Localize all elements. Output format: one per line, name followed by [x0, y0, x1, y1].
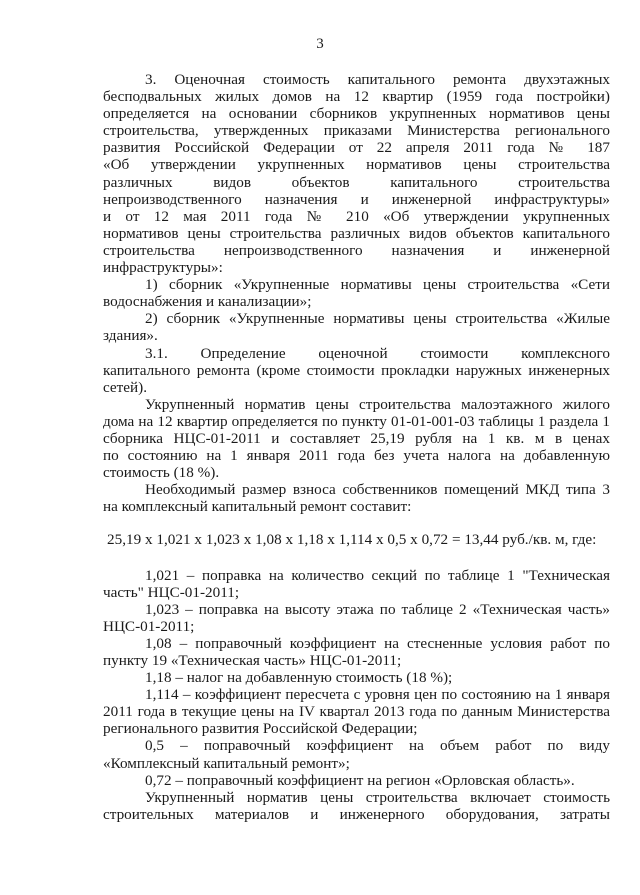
text-line: 1,114 – коэффициент пересчета с уровня цен по состоянию на 1 января [145, 686, 610, 704]
explanation-item [103, 686, 610, 737]
text-line: определяется на основании сборников укрупненных нормативов цены [103, 105, 610, 123]
text-line: «Комплексный капитальный ремонт»; [103, 754, 350, 772]
text-line: пункту 19 «Техническая часть» НЦС-01-2011; [103, 652, 402, 669]
explanation-item [103, 635, 610, 669]
text-line: сетей). [103, 378, 148, 396]
text-line: 3. Оценочная стоимость капитального ремонта двухэтажных [145, 71, 610, 88]
paragraph-contribution [103, 481, 610, 515]
text-line: 3.1. Определение оценочной стоимости комплексного [145, 344, 610, 362]
spacer [103, 549, 610, 567]
explanation-item [103, 601, 610, 635]
text-line: нормативов цены строительства различных видов объектов капитального [103, 224, 610, 242]
explanation-item [103, 669, 610, 686]
text-line: непроизводственного назначения и инженерной инфраструктуры» [103, 190, 610, 208]
text-line: Необходимый размер взноса собственников помещений МКД типа 3 [145, 481, 610, 499]
text-line: инфраструктуры»: [103, 259, 223, 277]
text-line: 0,72 – поправочный коэффициент на регион «Орловская область». [145, 771, 575, 789]
explanation-item [103, 567, 610, 601]
text-line: и от 12 мая 2011 года № 210 «Об утверждении укрупненных [103, 207, 610, 225]
text-line: сборника НЦС-01-2011 и составляет 25,19 рубля на 1 кв. м в ценах [103, 429, 610, 447]
explanation-item [103, 737, 610, 771]
text-line: 2011 года в текущие цены на IV квартал 2013 года по данным Министерства [103, 703, 610, 721]
paragraph-item-3 [103, 71, 610, 276]
paragraph-item-3-1 [103, 345, 610, 396]
text-line: стоимость (18 %). [103, 464, 220, 482]
spacer [103, 515, 610, 531]
explanation-item [103, 772, 610, 789]
document-body [103, 71, 610, 823]
text-line: 2) сборник «Укрупненные нормативы цены строительства «Жилые [145, 310, 610, 328]
text-line: капитального ремонта (кроме стоимости прокладки наружных инженерных [103, 361, 610, 379]
text-line: водоснабжения и канализации»; [103, 293, 312, 311]
text-line: строительства непроизводственного назначения и инженерной [103, 241, 610, 259]
paragraph-norm [103, 396, 610, 481]
text-line: строительных материалов и инженерного оборудования, затраты [103, 805, 610, 823]
text-line: Укрупненный норматив цены строительства малоэтажного жилого [145, 395, 610, 413]
text-line: Укрупненный норматив цены строительства включает стоимость [145, 788, 610, 806]
text-line: 1) сборник «Укрупненные нормативы цены строительства «Сети [145, 276, 610, 294]
list-item-collection-1 [103, 276, 610, 310]
text-line: бесподвальных жилых домов на 12 квартир (1959 года постройки) [103, 88, 610, 106]
calculation-formula: 25,19 х 1,021 х 1,023 х 1,08 х 1,18 х 1,114 х 0,5 х 0,72 = 13,44 руб./кв. м, где: [107, 531, 597, 549]
text-line: «Об утверждении укрупненных нормативов цены строительства [103, 156, 610, 174]
text-line: 1,021 – поправка на количество секций по таблице 1 "Техническая [145, 566, 610, 584]
text-line: НЦС-01-2011; [103, 617, 195, 635]
text-line: 1,023 – поправка на высоту этажа по таблице 2 «Техническая часть» [145, 600, 610, 618]
text-line: 0,5 – поправочный коэффициент на объем работ по виду [145, 737, 610, 755]
text-line: 1,18 – налог на добавленную стоимость (18 %); [145, 669, 453, 687]
text-line: строительства, утвержденных приказами Министерства регионального [103, 122, 610, 140]
paragraph-norm-includes [103, 789, 610, 823]
text-line: регионального развития Российской Федерации; [103, 720, 418, 738]
text-line: по состоянию на 1 января 2011 года без учета налога на добавленную [103, 447, 610, 465]
text-line: на комплексный капитальный ремонт составит: [103, 498, 412, 516]
text-line: часть" НЦС-01-2011; [103, 583, 240, 601]
text-line: дома на 12 квартир определяется по пункту 01-01-001-03 таблицы 1 раздела 1 [103, 412, 610, 430]
text-line: развития Российской Федерации от 22 апреля 2011 года № 187 [103, 139, 610, 157]
text-line: здания». [103, 327, 158, 345]
text-line: 1,08 – поправочный коэффициент на стесненные условия работ по [145, 634, 610, 652]
page-number: 3 [316, 36, 324, 52]
text-line: различных видов объектов капитального строительства [103, 173, 610, 191]
list-item-collection-2 [103, 310, 610, 344]
